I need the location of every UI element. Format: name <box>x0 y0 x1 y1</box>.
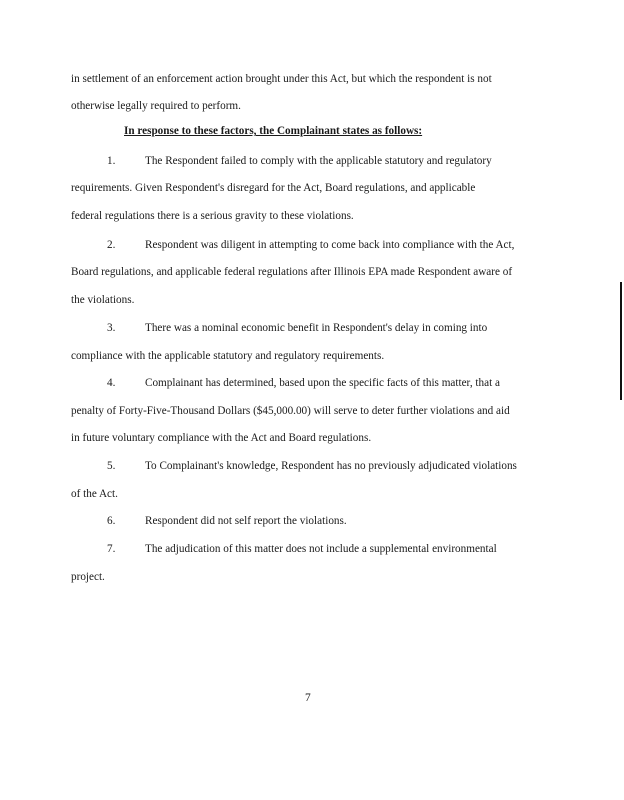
item-6-text: Respondent did not self report the violations. <box>145 515 347 527</box>
item-3-first-line <box>107 321 487 335</box>
intro-line-2: otherwise legally required to perform. <box>71 100 241 112</box>
item-4-text: Complainant has determined, based upon the specific facts of this matter, that a <box>145 377 500 389</box>
item-2-text: Respondent was diligent in attempting to come back into compliance with the Act, <box>145 239 515 251</box>
intro-line-1: in settlement of an enforcement action brought under this Act, but which the respondent is not <box>71 73 492 85</box>
item-1-number: 1. <box>107 155 116 167</box>
item-5-text: To Complainant's knowledge, Respondent has no previously adjudicated violations <box>145 460 517 472</box>
item-1-text: The Respondent failed to comply with the applicable statutory and regulatory <box>145 155 492 167</box>
item-3-number: 3. <box>107 322 116 334</box>
item-1-first-line <box>107 154 492 168</box>
item-4-first-line <box>107 376 500 390</box>
item-4-line-3: in future voluntary compliance with the Act and Board regulations. <box>71 432 372 444</box>
item-7-number: 7. <box>107 543 116 555</box>
page-number: 7 <box>305 692 311 704</box>
item-3-text: There was a nominal economic benefit in Respondent's delay in coming into <box>145 322 488 334</box>
item-5-first-line <box>107 459 517 473</box>
item-2-number: 2. <box>107 239 116 251</box>
section-heading: In response to these factors, the Complainant states as follows: <box>124 125 423 137</box>
item-5-number: 5. <box>107 460 116 472</box>
item-7-text: The adjudication of this matter does not include a supplemental environmental <box>145 543 497 555</box>
item-4-line-2: penalty of Forty-Five-Thousand Dollars ($45,000.00) will serve to deter further violations and aid <box>71 405 510 417</box>
item-5-line-2: of the Act. <box>71 488 118 500</box>
item-3-line-2: compliance with the applicable statutory and regulatory requirements. <box>71 350 385 362</box>
item-2-first-line <box>107 238 514 252</box>
item-6-number: 6. <box>107 515 116 527</box>
item-6-first-line <box>107 514 347 528</box>
item-2-line-2: Board regulations, and applicable federal regulations after Illinois EPA made Respondent aware of <box>71 266 513 278</box>
item-7-first-line <box>107 542 497 556</box>
item-7-line-2: project. <box>71 571 105 583</box>
item-4-number: 4. <box>107 377 116 389</box>
item-1-line-2: requirements. Given Respondent's disregard for the Act, Board regulations, and applicable <box>71 182 476 194</box>
margin-change-bar <box>620 282 622 400</box>
item-1-line-3: federal regulations there is a serious gravity to these violations. <box>71 210 354 222</box>
item-2-line-3: the violations. <box>71 294 135 306</box>
